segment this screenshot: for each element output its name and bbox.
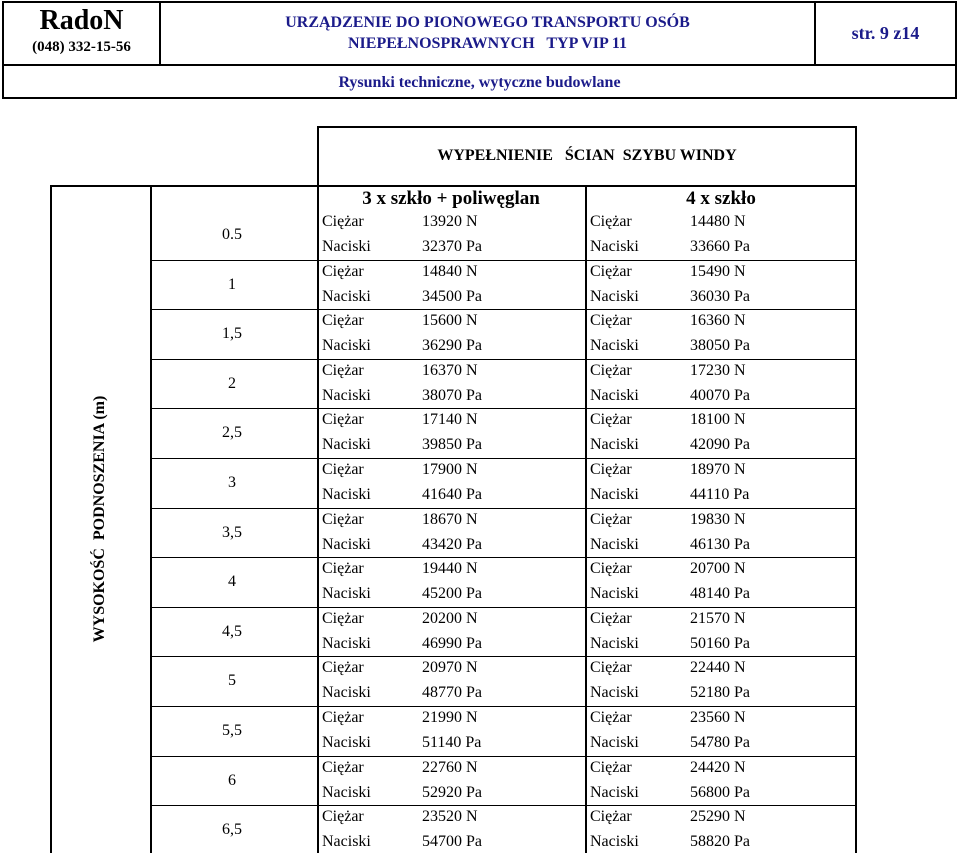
- glass-polycarbonate-weight: 19440 N: [422, 560, 478, 578]
- pressure-label: Naciski: [322, 238, 371, 255]
- glass-polycarbonate-pressure: 51140 Pa: [422, 734, 482, 751]
- glass-polycarbonate-weight: 16370 N: [422, 361, 478, 379]
- glass-pressure: 50160 Pa: [690, 634, 750, 652]
- pressure-label: Naciski: [322, 386, 371, 404]
- glass-polycarbonate-pressure: 45200 Pa: [422, 585, 482, 603]
- company-block: [4, 3, 161, 64]
- height-value: 6,5: [222, 821, 242, 839]
- header-top-row: [4, 3, 955, 66]
- glass-pressure: 38050 Pa: [690, 337, 750, 355]
- pressure-label: Naciski: [322, 337, 371, 355]
- table-title: WYPEŁNIENIE ŚCIAN SZYBU WINDY: [317, 126, 857, 185]
- glass-polycarbonate-weight: 14840 N: [422, 262, 478, 280]
- pressure-label: Naciski: [590, 833, 639, 851]
- weight-label: Ciężar: [590, 560, 632, 578]
- row-divider: [150, 557, 857, 558]
- glass-polycarbonate-pressure: 41640 Pa: [422, 486, 482, 503]
- row-divider: [150, 607, 857, 608]
- height-value: 5,5: [222, 722, 242, 739]
- pressure-label: Naciski: [590, 783, 639, 801]
- row-divider: [150, 359, 857, 360]
- glass-pressure: 52180 Pa: [690, 684, 750, 702]
- glass-weight: 18100 N: [690, 411, 746, 429]
- glass-polycarbonate-pressure: 36290 Pa: [422, 337, 482, 355]
- document-title-line2: NIEPEŁNOSPRAWNYCH TYP VIP 11: [347, 35, 627, 52]
- glass-polycarbonate-pressure: 48770 Pa: [422, 684, 482, 702]
- weight-label: Ciężar: [322, 560, 364, 578]
- glass-polycarbonate-pressure: 52920 Pa: [422, 783, 482, 801]
- weight-label: Ciężar: [590, 609, 632, 627]
- glass-polycarbonate-weight: 15600 N: [422, 312, 478, 330]
- glass-polycarbonate-weight: 22760 N: [422, 758, 478, 776]
- pressure-label: Naciski: [590, 238, 639, 255]
- weight-label: Ciężar: [590, 758, 632, 776]
- glass-polycarbonate-pressure: 34500 Pa: [422, 287, 482, 305]
- pressure-label: Naciski: [590, 337, 639, 355]
- glass-pressure: 40070 Pa: [690, 386, 750, 404]
- weight-label: Ciężar: [322, 659, 364, 677]
- glass-pressure: 48140 Pa: [690, 585, 750, 603]
- pressure-label: Naciski: [322, 535, 371, 553]
- glass-column-divider: [585, 185, 587, 853]
- glass-weight: 18970 N: [690, 461, 746, 478]
- glass-pressure: 56800 Pa: [690, 783, 750, 801]
- page-number: str. 9 z14: [814, 3, 955, 64]
- row-divider: [150, 706, 857, 707]
- company-phone: (048) 332-15-56: [32, 39, 131, 55]
- height-value: 0.5: [222, 226, 242, 243]
- glass-weight: 19830 N: [690, 510, 746, 528]
- weight-label: Ciężar: [590, 510, 632, 528]
- height-value: 5: [228, 672, 236, 690]
- pressure-label: Naciski: [590, 287, 639, 305]
- weight-label: Ciężar: [322, 312, 364, 330]
- height-value: 6: [228, 771, 236, 789]
- glass-weight: 20700 N: [690, 560, 746, 578]
- height-value: 2,5: [222, 424, 242, 442]
- pressure-label: Naciski: [322, 634, 371, 652]
- pressure-label: Naciski: [322, 486, 371, 503]
- glass-polycarbonate-weight: 13920 N: [422, 213, 478, 230]
- pressure-label: Naciski: [590, 634, 639, 652]
- weight-label: Ciężar: [322, 361, 364, 379]
- weight-label: Ciężar: [590, 361, 632, 379]
- pressure-label: Naciski: [322, 783, 371, 801]
- weight-label: Ciężar: [322, 808, 364, 826]
- glass-pressure: 33660 Pa: [690, 238, 750, 255]
- weight-label: Ciężar: [590, 808, 632, 826]
- weight-label: Ciężar: [322, 709, 364, 726]
- row-divider: [150, 309, 857, 310]
- axis-column-divider: [150, 185, 152, 853]
- height-value: 2: [228, 374, 236, 392]
- weight-label: Ciężar: [322, 213, 364, 230]
- glass-polycarbonate-pressure: 46990 Pa: [422, 634, 482, 652]
- glass-polycarbonate-weight: 17900 N: [422, 461, 478, 478]
- glass-weight: 14480 N: [690, 213, 746, 230]
- weight-label: Ciężar: [322, 758, 364, 776]
- weight-label: Ciężar: [590, 461, 632, 478]
- pressure-label: Naciski: [322, 287, 371, 305]
- height-axis-label: WYSOKOŚĆ PODNOSZENIA (m): [91, 395, 108, 643]
- document-title: [161, 3, 814, 64]
- document-subtitle: Rysunki techniczne, wytyczne budowlane: [338, 74, 621, 91]
- glass-weight: 17230 N: [690, 361, 746, 379]
- glass-pressure: 44110 Pa: [690, 486, 750, 503]
- weight-label: Ciężar: [322, 510, 364, 528]
- pressure-label: Naciski: [322, 734, 371, 751]
- glass-weight: 24420 N: [690, 758, 746, 776]
- row-divider: [150, 408, 857, 409]
- glass-weight: 15490 N: [690, 262, 746, 280]
- company-name: RadoN: [39, 5, 124, 36]
- weight-label: Ciężar: [590, 709, 632, 726]
- row-divider: [150, 508, 857, 509]
- pressure-label: Naciski: [590, 386, 639, 404]
- weight-label: Ciężar: [322, 461, 364, 478]
- glass-pressure: 36030 Pa: [690, 287, 750, 305]
- height-value: 4,5: [222, 622, 242, 640]
- column-header-glass: 4 x szkło: [686, 188, 756, 209]
- weight-label: Ciężar: [590, 262, 632, 280]
- glass-polycarbonate-pressure: 32370 Pa: [422, 238, 482, 255]
- glass-polycarbonate-weight: 18670 N: [422, 510, 478, 528]
- glass-polycarbonate-weight: 20970 N: [422, 659, 478, 677]
- weight-label: Ciężar: [590, 312, 632, 330]
- weight-label: Ciężar: [590, 213, 632, 230]
- document-title-line1: URZĄDZENIE DO PIONOWEGO TRANSPORTU OSÓB: [285, 14, 690, 31]
- height-value: 1: [228, 275, 236, 293]
- glass-polycarbonate-pressure: 39850 Pa: [422, 436, 482, 454]
- column-header-glass-polycarbonate: 3 x szkło + poliwęglan: [362, 188, 540, 209]
- glass-pressure: 42090 Pa: [690, 436, 750, 454]
- pressure-label: Naciski: [590, 535, 639, 553]
- height-value: 3,5: [222, 523, 242, 541]
- glass-polycarbonate-pressure: 38070 Pa: [422, 386, 482, 404]
- glass-weight: 25290 N: [690, 808, 746, 826]
- row-divider: [150, 458, 857, 459]
- pressure-label: Naciski: [590, 486, 639, 503]
- pressure-label: Naciski: [590, 436, 639, 454]
- glass-weight: 22440 N: [690, 659, 746, 677]
- row-divider: [150, 756, 857, 757]
- glass-polycarbonate-weight: 21990 N: [422, 709, 478, 726]
- weight-label: Ciężar: [322, 262, 364, 280]
- weight-label: Ciężar: [322, 411, 364, 429]
- glass-polycarbonate-pressure: 43420 Pa: [422, 535, 482, 553]
- glass-polycarbonate-weight: 17140 N: [422, 411, 478, 429]
- glass-pressure: 58820 Pa: [690, 833, 750, 851]
- glass-polycarbonate-weight: 23520 N: [422, 808, 478, 826]
- height-value: 3: [228, 474, 236, 491]
- row-divider: [150, 260, 857, 261]
- row-divider: [150, 805, 857, 806]
- height-value: 4: [228, 573, 236, 591]
- pressure-label: Naciski: [590, 734, 639, 751]
- pressure-label: Naciski: [322, 585, 371, 603]
- glass-pressure: 54780 Pa: [690, 734, 750, 751]
- height-value: 1,5: [222, 325, 242, 343]
- weight-label: Ciężar: [590, 659, 632, 677]
- glass-weight: 21570 N: [690, 609, 746, 627]
- glass-polycarbonate-weight: 20200 N: [422, 609, 478, 627]
- height-column-divider: [317, 185, 319, 853]
- pressure-label: Naciski: [590, 585, 639, 603]
- weight-label: Ciężar: [590, 411, 632, 429]
- glass-weight: 23560 N: [690, 709, 746, 726]
- pressure-label: Naciski: [322, 684, 371, 702]
- pressure-label: Naciski: [590, 684, 639, 702]
- weight-label: Ciężar: [322, 609, 364, 627]
- pressure-label: Naciski: [322, 833, 371, 851]
- document-header: [2, 1, 957, 99]
- row-divider: [150, 656, 857, 657]
- glass-weight: 16360 N: [690, 312, 746, 330]
- glass-polycarbonate-pressure: 54700 Pa: [422, 833, 482, 851]
- glass-pressure: 46130 Pa: [690, 535, 750, 553]
- pressure-label: Naciski: [322, 436, 371, 454]
